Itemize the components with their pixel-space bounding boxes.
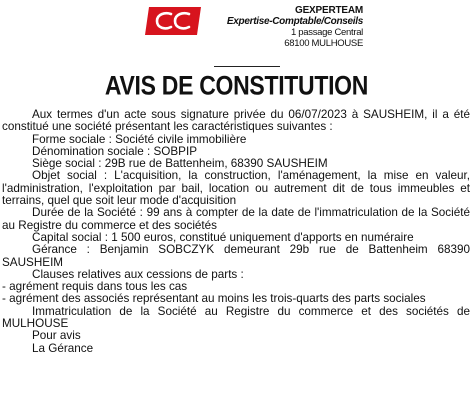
clause-item: - agrément des associés représentant au moins les trois-quarts des parts sociales — [2, 292, 426, 306]
pour-avis-line: Pour avis — [32, 329, 81, 343]
duration-paragraph: Durée de la Société : 99 ans à compter de la date de l'immatriculation de la Société au Registre du commerce et des sociétés — [2, 206, 470, 232]
registered-office-line: Siège social : 29B rue de Battenheim, 68390 SAUSHEIM — [32, 157, 328, 171]
firm-address-line1: 1 passage Central — [290, 27, 363, 38]
gexperteam-logo-icon — [143, 5, 203, 37]
clause-item: - agrément requis dans tous les cas — [2, 280, 188, 294]
share-capital-line: Capital social : 1 500 euros, constitué uniquement d'apports en numéraire — [32, 230, 414, 244]
management-paragraph: Gérance : Benjamin SOBCZYK demeurant 29b rue de Battenheim 68390 SAUSHEIM — [2, 243, 470, 269]
intro-paragraph: Aux termes d'un acte sous signature privée du 06/07/2023 à SAUSHEIM, il a été constitué une société présentant les caractéristiques suivantes : — [2, 108, 470, 134]
firm-address-line2: 68100 MULHOUSE — [284, 38, 363, 49]
letterhead — [143, 5, 468, 65]
registration-paragraph: Immatriculation de la Société au Registre du commerce et des sociétés de MULHOUSE — [2, 304, 470, 331]
signature-line: La Gérance — [32, 341, 94, 355]
corporate-purpose-paragraph: Objet social : L'acquisition, la construction, l'aménagement, la mise en valeur, l'administration, l'exploitation par bail, location ou autrement dit de tous immeubles et terrains, quel que soit leur mode d'acquisition — [2, 169, 470, 208]
title-divider — [214, 66, 280, 67]
legal-form-line: Forme sociale : Société civile immobilière — [32, 132, 247, 146]
share-transfer-clauses-line: Clauses relatives aux cessions de parts : — [32, 267, 244, 281]
firm-block — [205, 5, 363, 49]
notice-body — [2, 109, 470, 355]
notice-title: AVIS DE CONSTITUTION — [104, 70, 369, 101]
firm-subtitle: Expertise-Comptable/Conseils — [226, 16, 363, 27]
firm-name: GEXPERTEAM — [294, 5, 363, 16]
company-name-line: Dénomination sociale : SOBPIP — [32, 144, 198, 158]
